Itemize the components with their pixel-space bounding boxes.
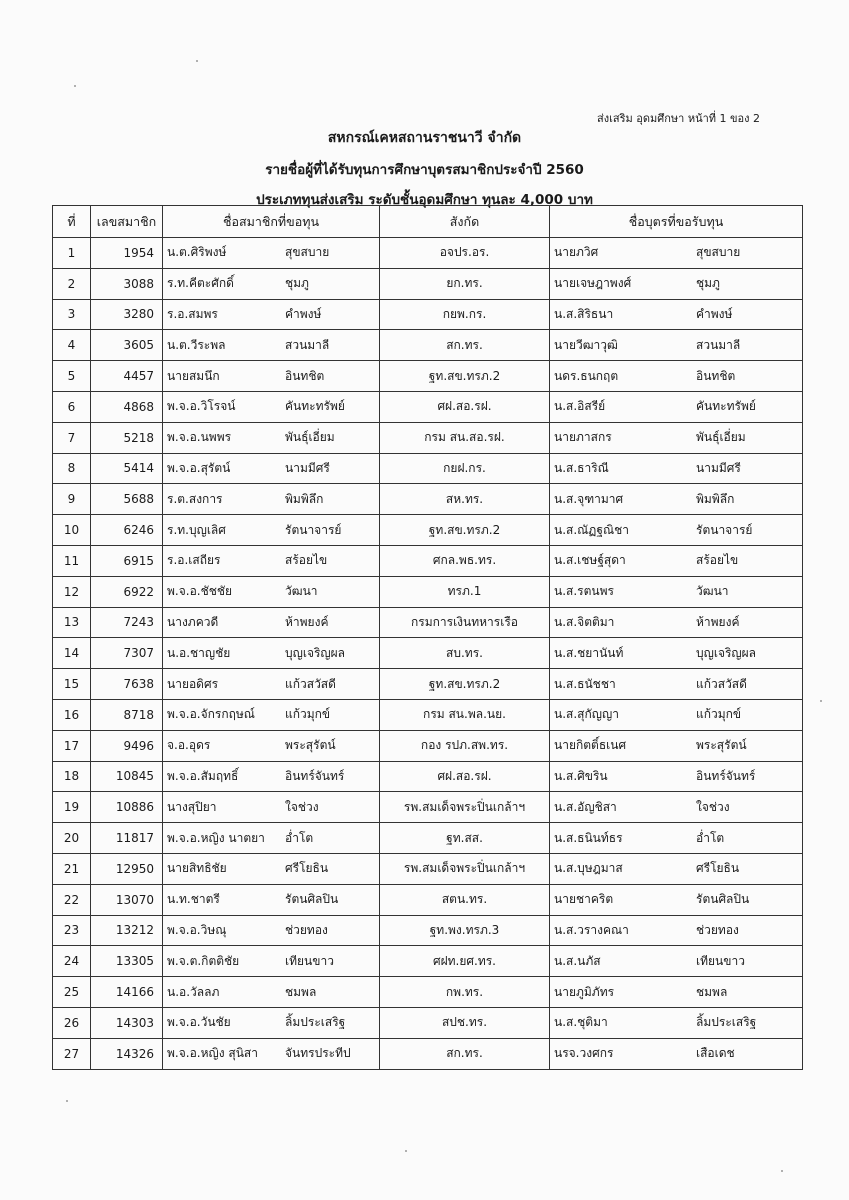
row-no: 3 <box>53 299 91 330</box>
member-no: 7638 <box>91 669 163 700</box>
member-name-cell <box>163 299 380 330</box>
table-row <box>53 361 803 392</box>
member-name-cell <box>163 268 380 299</box>
member-name-cell <box>163 607 380 638</box>
child-name-cell <box>550 484 803 515</box>
member-surname: วัฒนา <box>285 584 318 599</box>
table-row <box>53 977 803 1008</box>
member-surname: ชุมภู <box>285 276 309 291</box>
member-surname: แก้วสวัสดี <box>285 676 336 691</box>
child-first-name: น.ส.วรางคณา <box>554 922 629 937</box>
child-first-name: น.ส.จุฑามาศ <box>554 491 624 506</box>
affiliation: ยก.ทร. <box>380 268 550 299</box>
table-row <box>53 669 803 700</box>
member-no: 14303 <box>91 1007 163 1038</box>
affiliation: ศฝ.สอ.รฝ. <box>380 391 550 422</box>
affiliation: ศกล.พธ.ทร. <box>380 545 550 576</box>
child-first-name: น.ส.ธนัชชา <box>554 676 616 691</box>
member-name-cell <box>163 1038 380 1069</box>
table-row <box>53 268 803 299</box>
child-surname: รัตนาจารย์ <box>696 522 753 537</box>
member-no: 5688 <box>91 484 163 515</box>
child-surname: คันทะทรัพย์ <box>696 399 756 414</box>
table-row <box>53 422 803 453</box>
member-surname: คำพงษ์ <box>285 306 322 321</box>
affiliation: ฐท.พง.ทรภ.3 <box>380 915 550 946</box>
member-name-cell <box>163 823 380 854</box>
child-name-cell <box>550 1007 803 1038</box>
member-surname: สุขสบาย <box>285 245 330 260</box>
member-first-name: ร.ต.สงการ <box>167 491 223 506</box>
child-name-cell <box>550 730 803 761</box>
member-first-name: พ.จ.อ.นพพร <box>167 430 232 445</box>
child-surname: รัตนศิลปิน <box>696 892 750 907</box>
member-name-cell <box>163 422 380 453</box>
child-surname: นามมีศรี <box>696 460 741 475</box>
member-no: 3088 <box>91 268 163 299</box>
child-first-name: น.ส.บุษฎมาส <box>554 861 623 876</box>
row-no: 7 <box>53 422 91 453</box>
child-name-cell <box>550 238 803 269</box>
member-first-name: พ.จ.อ.จักรกฤษณ์ <box>167 707 255 722</box>
member-no: 13305 <box>91 946 163 977</box>
row-no: 18 <box>53 761 91 792</box>
member-no: 7243 <box>91 607 163 638</box>
table-row <box>53 884 803 915</box>
header-child-name: ชื่อบุตรที่ขอรับทุน <box>550 206 803 238</box>
member-surname: พิมพิลึก <box>285 491 324 506</box>
affiliation: กรม สน.พล.นย. <box>380 699 550 730</box>
member-name-cell <box>163 515 380 546</box>
affiliation: ทรภ.1 <box>380 576 550 607</box>
child-name-cell <box>550 884 803 915</box>
member-no: 3280 <box>91 299 163 330</box>
affiliation: สก.ทร. <box>380 330 550 361</box>
child-first-name: น.ส.ณัฏฐณิชา <box>554 522 629 537</box>
member-surname: รัตนศิลปิน <box>285 892 339 907</box>
table-row <box>53 330 803 361</box>
member-name-cell <box>163 330 380 361</box>
member-first-name: ร.ท.บุญเลิศ <box>167 522 226 537</box>
member-name-cell <box>163 361 380 392</box>
affiliation: กอง รปภ.สพ.ทร. <box>380 730 550 761</box>
member-no: 4457 <box>91 361 163 392</box>
member-name-cell <box>163 669 380 700</box>
child-surname: พันธุ์เอี่ยม <box>696 430 746 445</box>
member-surname: ใจช่วง <box>285 799 319 814</box>
member-first-name: พ.จ.ต.กิตติชัย <box>167 953 240 968</box>
member-name-cell <box>163 238 380 269</box>
row-no: 5 <box>53 361 91 392</box>
member-first-name: นางสุปิยา <box>167 799 217 814</box>
child-surname: เทียนขาว <box>696 953 745 968</box>
child-surname: อินทชิต <box>696 368 736 383</box>
affiliation: กพ.ทร. <box>380 977 550 1008</box>
member-first-name: น.ท.ชาตรี <box>167 892 220 907</box>
child-name-cell <box>550 422 803 453</box>
child-name-cell <box>550 545 803 576</box>
row-no: 14 <box>53 638 91 669</box>
child-name-cell <box>550 515 803 546</box>
member-name-cell <box>163 884 380 915</box>
child-name-cell <box>550 853 803 884</box>
member-name-cell <box>163 1007 380 1038</box>
affiliation: ฐท.สข.ทรภ.2 <box>380 669 550 700</box>
row-no: 16 <box>53 699 91 730</box>
member-no: 11817 <box>91 823 163 854</box>
member-first-name: น.ต.วีระพล <box>167 337 226 352</box>
table-row <box>53 515 803 546</box>
child-first-name: น.ส.สุกัญญา <box>554 707 619 722</box>
member-no: 7307 <box>91 638 163 669</box>
member-name-cell <box>163 853 380 884</box>
child-surname: เสือเดช <box>696 1046 735 1061</box>
child-surname: พิมพิลึก <box>696 491 735 506</box>
member-no: 13070 <box>91 884 163 915</box>
member-surname: ศรีโยธิน <box>285 861 329 876</box>
header-no: ที่ <box>53 206 91 238</box>
member-surname: พระสุรัตน์ <box>285 738 336 753</box>
member-surname: นามมีศรี <box>285 460 330 475</box>
child-name-cell <box>550 977 803 1008</box>
table-row <box>53 607 803 638</box>
member-first-name: พ.จ.อ.วิษณุ <box>167 922 227 937</box>
child-name-cell <box>550 761 803 792</box>
row-no: 27 <box>53 1038 91 1069</box>
row-no: 24 <box>53 946 91 977</box>
affiliation: สบ.ทร. <box>380 638 550 669</box>
member-surname: คันทะทรัพย์ <box>285 399 345 414</box>
member-name-cell <box>163 792 380 823</box>
child-name-cell <box>550 1038 803 1069</box>
member-no: 3605 <box>91 330 163 361</box>
child-surname: ลิ้มประเสริฐ <box>696 1015 757 1030</box>
child-first-name: น.ส.ธนินท์ธร <box>554 830 623 845</box>
child-name-cell <box>550 453 803 484</box>
member-surname: เทียนขาว <box>285 953 334 968</box>
child-surname: สุขสบาย <box>696 245 741 260</box>
row-no: 15 <box>53 669 91 700</box>
member-surname: ช่วยทอง <box>285 922 328 937</box>
member-surname: อินทชิต <box>285 368 325 383</box>
member-no: 5414 <box>91 453 163 484</box>
member-no: 6922 <box>91 576 163 607</box>
row-no: 4 <box>53 330 91 361</box>
affiliation: ฐท.สส. <box>380 823 550 854</box>
header-member-name: ชื่อสมาชิกที่ขอทุน <box>163 206 380 238</box>
child-surname: ห้าพยงค์ <box>696 614 740 629</box>
affiliation: สปช.ทร. <box>380 1007 550 1038</box>
member-name-cell <box>163 545 380 576</box>
child-name-cell <box>550 823 803 854</box>
member-surname: จันทรประทีป <box>285 1046 351 1061</box>
member-first-name: ร.ท.คีตะศักดิ์ <box>167 276 234 291</box>
member-first-name: พ.จ.อ.วันชัย <box>167 1015 231 1030</box>
child-name-cell <box>550 946 803 977</box>
member-name-cell <box>163 915 380 946</box>
affiliation: ฐท.สข.ทรภ.2 <box>380 361 550 392</box>
affiliation: ศฝ.สอ.รฝ. <box>380 761 550 792</box>
member-surname: แก้วมุกข์ <box>285 707 331 722</box>
member-no: 14326 <box>91 1038 163 1069</box>
member-name-cell <box>163 576 380 607</box>
affiliation: รพ.สมเด็จพระปิ่นเกล้าฯ <box>380 792 550 823</box>
member-no: 10845 <box>91 761 163 792</box>
scan-speck <box>196 60 198 62</box>
member-no: 4868 <box>91 391 163 422</box>
member-no: 12950 <box>91 853 163 884</box>
affiliation: สก.ทร. <box>380 1038 550 1069</box>
affiliation: กยพ.กร. <box>380 299 550 330</box>
member-first-name: พ.จ.อ.สุรัตน์ <box>167 460 231 475</box>
member-surname: ชมพล <box>285 984 317 999</box>
child-surname: คำพงษ์ <box>696 306 733 321</box>
table-row <box>53 545 803 576</box>
table-row <box>53 792 803 823</box>
child-surname: ศรีโยธิน <box>696 861 740 876</box>
child-first-name: น.ส.ธาริณี <box>554 460 609 475</box>
child-name-cell <box>550 638 803 669</box>
row-no: 1 <box>53 238 91 269</box>
member-no: 10886 <box>91 792 163 823</box>
member-surname: พันธุ์เอี่ยม <box>285 430 335 445</box>
table-row <box>53 823 803 854</box>
child-first-name: นายภาสกร <box>554 430 612 445</box>
affiliation: ศฝท.ยศ.ทร. <box>380 946 550 977</box>
table-row <box>53 946 803 977</box>
affiliation: ฐท.สข.ทรภ.2 <box>380 515 550 546</box>
table-row <box>53 730 803 761</box>
row-no: 20 <box>53 823 91 854</box>
child-first-name: นายภูมิภัทร <box>554 984 615 999</box>
affiliation: อจปร.อร. <box>380 238 550 269</box>
member-first-name: ร.อ.สมพร <box>167 306 218 321</box>
member-first-name: นางภควดี <box>167 614 219 629</box>
table-row <box>53 299 803 330</box>
table-body <box>53 238 803 1070</box>
member-first-name: พ.จ.อ.วิโรจน์ <box>167 399 236 414</box>
child-first-name: น.ส.อิสรีย์ <box>554 399 606 414</box>
table-row <box>53 238 803 269</box>
table-row <box>53 761 803 792</box>
child-first-name: น.ส.ชุติมา <box>554 1015 608 1030</box>
member-first-name: ร.อ.เสถียร <box>167 553 221 568</box>
member-no: 5218 <box>91 422 163 453</box>
member-surname: บุญเจริญผล <box>285 645 346 660</box>
child-surname: สร้อยไข <box>696 553 739 568</box>
member-name-cell <box>163 638 380 669</box>
row-no: 13 <box>53 607 91 638</box>
member-name-cell <box>163 391 380 422</box>
member-no: 6246 <box>91 515 163 546</box>
table-row <box>53 484 803 515</box>
row-no: 21 <box>53 853 91 884</box>
child-surname: ใจช่วง <box>696 799 730 814</box>
affiliation: กรมการเงินทหารเรือ <box>380 607 550 638</box>
member-no: 8718 <box>91 699 163 730</box>
table-row <box>53 853 803 884</box>
child-first-name: นายกิตติ์ธเนศ <box>554 738 627 753</box>
child-first-name: นรจ.วงศกร <box>554 1046 614 1061</box>
document-subtitle: ประเภททุนส่งเสริม ระดับชั้นอุดมศึกษา ทุนละ 4,000 บาท <box>256 192 593 208</box>
member-no: 1954 <box>91 238 163 269</box>
child-name-cell <box>550 699 803 730</box>
member-surname: รัตนาจารย์ <box>285 522 342 537</box>
child-first-name: น.ส.ศิขริน <box>554 768 608 783</box>
scan-speck <box>781 1170 783 1172</box>
child-first-name: นายวีฒาวุฒิ <box>554 337 618 352</box>
member-name-cell <box>163 946 380 977</box>
row-no: 26 <box>53 1007 91 1038</box>
affiliation: กยฝ.กร. <box>380 453 550 484</box>
member-first-name: พ.จ.อ.หญิง นาตยา <box>167 830 265 845</box>
child-name-cell <box>550 669 803 700</box>
table-row <box>53 915 803 946</box>
row-no: 22 <box>53 884 91 915</box>
child-name-cell <box>550 391 803 422</box>
member-first-name: นายสิทธิชัย <box>167 861 227 876</box>
affiliation: กรม สน.สอ.รฝ. <box>380 422 550 453</box>
child-surname: สวนมาลี <box>696 337 741 352</box>
member-first-name: พ.จ.อ.สัมฤทธิ์ <box>167 768 239 783</box>
table-row <box>53 1038 803 1069</box>
row-no: 6 <box>53 391 91 422</box>
member-no: 6915 <box>91 545 163 576</box>
table-row <box>53 699 803 730</box>
child-surname: พระสุรัตน์ <box>696 738 747 753</box>
child-surname: วัฒนา <box>696 584 729 599</box>
child-first-name: น.ส.ชยานันท์ <box>554 645 624 660</box>
child-surname: ช่วยทอง <box>696 922 739 937</box>
member-name-cell <box>163 453 380 484</box>
table-row <box>53 576 803 607</box>
row-no: 8 <box>53 453 91 484</box>
recipients-table <box>52 205 803 1070</box>
child-first-name: น.ส.สิริธนา <box>554 306 614 321</box>
member-name-cell <box>163 977 380 1008</box>
child-surname: ชมพล <box>696 984 728 999</box>
row-no: 2 <box>53 268 91 299</box>
table-header-row <box>53 206 803 238</box>
child-first-name: น.ส.เชษฐ์สุดา <box>554 553 626 568</box>
row-no: 10 <box>53 515 91 546</box>
member-no: 13212 <box>91 915 163 946</box>
row-no: 17 <box>53 730 91 761</box>
child-name-cell <box>550 361 803 392</box>
scan-speck <box>820 700 822 702</box>
child-name-cell <box>550 792 803 823</box>
child-name-cell <box>550 268 803 299</box>
table-row <box>53 391 803 422</box>
affiliation: รพ.สมเด็จพระปิ่นเกล้าฯ <box>380 853 550 884</box>
child-surname: บุญเจริญผล <box>696 645 757 660</box>
member-name-cell <box>163 484 380 515</box>
child-first-name: น.ส.นภัส <box>554 953 601 968</box>
affiliation: สตน.ทร. <box>380 884 550 915</box>
child-first-name: น.ส.อัญชิสา <box>554 799 617 814</box>
child-first-name: นดร.ธนกฤต <box>554 368 619 383</box>
table-row <box>53 1007 803 1038</box>
member-no: 9496 <box>91 730 163 761</box>
row-no: 25 <box>53 977 91 1008</box>
row-no: 11 <box>53 545 91 576</box>
document-title: รายชื่อผู้ที่ได้รับทุนการศึกษาบุตรสมาชิกประจำปี 2560 <box>265 162 584 178</box>
scan-speck <box>405 1150 407 1152</box>
page-reference: ส่งเสริม อุดมศึกษา หน้าที่ 1 ของ 2 <box>597 112 760 125</box>
member-surname: ห้าพยงค์ <box>285 614 329 629</box>
child-first-name: นายชาคริต <box>554 892 614 907</box>
header-member-no: เลขสมาชิก <box>91 206 163 238</box>
table-row <box>53 638 803 669</box>
member-first-name: นายสมนึก <box>167 368 220 383</box>
member-no: 14166 <box>91 977 163 1008</box>
member-first-name: พ.จ.อ.ชัชชัย <box>167 584 233 599</box>
member-name-cell <box>163 699 380 730</box>
member-first-name: น.อ.วัลลภ <box>167 984 220 999</box>
child-name-cell <box>550 607 803 638</box>
child-name-cell <box>550 915 803 946</box>
child-first-name: น.ส.จิตติมา <box>554 614 615 629</box>
organization-name: สหกรณ์เคหสถานราชนาวี จำกัด <box>327 130 522 146</box>
member-first-name: พ.จ.อ.หญิง สุนิสา <box>167 1046 258 1061</box>
member-first-name: น.อ.ชาญชัย <box>167 645 231 660</box>
child-name-cell <box>550 576 803 607</box>
member-surname: สวนมาลี <box>285 337 330 352</box>
row-no: 23 <box>53 915 91 946</box>
member-first-name: น.ต.ศิริพงษ์ <box>167 245 227 260</box>
table-row <box>53 453 803 484</box>
row-no: 12 <box>53 576 91 607</box>
child-first-name: น.ส.รตนพร <box>554 584 614 599</box>
child-first-name: นายภวิศ <box>554 245 599 260</box>
child-surname: แก้วสวัสดี <box>696 676 747 691</box>
child-first-name: นายเจษฎาพงศ์ <box>554 276 632 291</box>
member-surname: สร้อยไข <box>285 553 328 568</box>
scan-speck <box>74 85 76 87</box>
child-name-cell <box>550 299 803 330</box>
row-no: 9 <box>53 484 91 515</box>
child-surname: ชุมภู <box>696 276 720 291</box>
row-no: 19 <box>53 792 91 823</box>
member-surname: อินทร์จันทร์ <box>285 768 345 783</box>
member-name-cell <box>163 730 380 761</box>
member-first-name: นายอดิศร <box>167 676 219 691</box>
scan-speck <box>66 1100 68 1102</box>
header-affiliation: สังกัด <box>380 206 550 238</box>
member-surname: ลิ้มประเสริฐ <box>285 1015 346 1030</box>
child-surname: อินทร์จันทร์ <box>696 768 756 783</box>
affiliation: สห.ทร. <box>380 484 550 515</box>
child-surname: แก้วมุกข์ <box>696 707 742 722</box>
member-surname: อ่ำโต <box>285 830 314 845</box>
child-name-cell <box>550 330 803 361</box>
member-name-cell <box>163 761 380 792</box>
child-surname: อ่ำโต <box>696 830 725 845</box>
member-first-name: จ.อ.อุดร <box>167 738 211 753</box>
